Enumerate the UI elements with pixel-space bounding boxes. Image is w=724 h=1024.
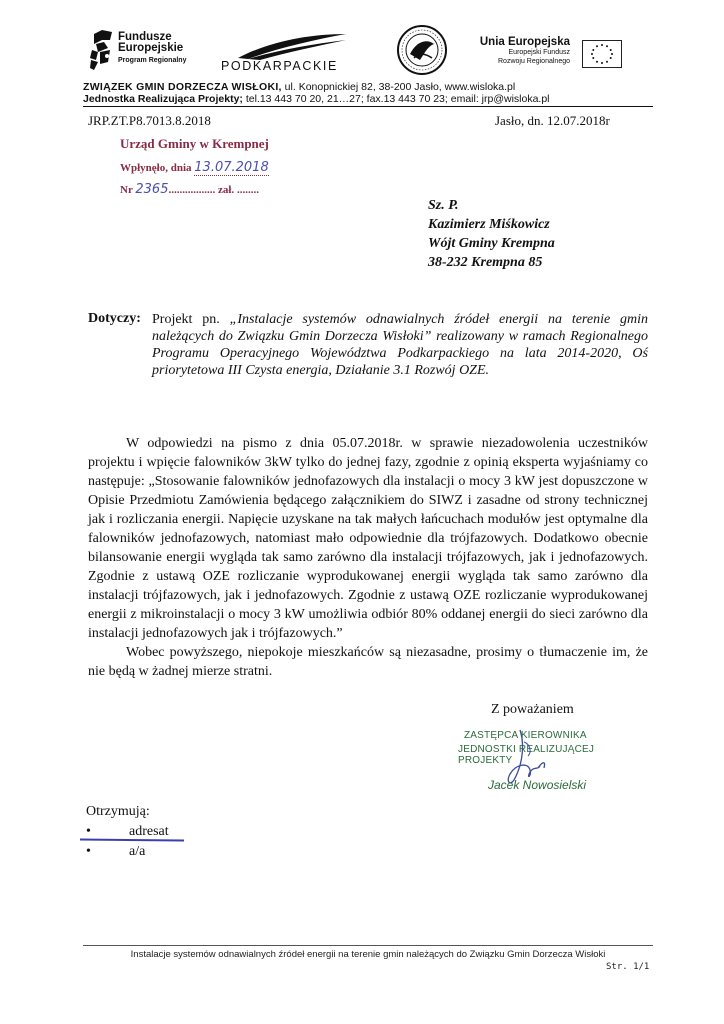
ue-sub1: Europejski Fundusz: [508, 49, 570, 56]
signature-name: Jacek Nowosielski: [488, 778, 587, 792]
union-seal-logo: [396, 24, 448, 76]
letter-body: [88, 434, 648, 681]
stamp-received-row: [120, 160, 269, 175]
subject-label: Dotyczy:: [88, 311, 141, 326]
recipient-text: adresat: [129, 824, 169, 839]
subject-prefix: Projekt pn.: [152, 312, 230, 327]
header-divider: [83, 106, 653, 107]
stamp-number-row: Nr 2365................. zał. ........: [120, 182, 259, 197]
fe-star-flag-icon: [88, 30, 116, 70]
body-paragraph-1: W odpowiedzi na pismo z dnia 05.07.2018r. w sprawie niezadowolenia uczestników projektu i wpięcie falowników 3kW tylko do jednej fazy, zgodnie z opinią eksperta wyjaśniamy co następuje: „Stosowanie falowników jednofazowych dla instalacji o mocy 3 kW jest dopuszczone w Opisie Przedmiotu Zamówienia będącego załącznikiem do SIWZ i zasadne od strony technicznej jak i rozliczania energii. Napięcie uzyskane na tak małych łańcuchach modułów jest optymalne dla falowników jednofazowych, natomiast mało odpowiednie dla trójfazowych. Dodatkowo obecnie bilansowanie energii wygląda tak samo zarówno dla instalacji trójfazowych, jak i jednofazowych. Zgodnie z ustawą OZE rozliczanie wyprodukowanej energii wygląda tak samo zarówno dla instalacji trójfazowych, jak i jednofazowych. Zgodnie z ustawą OZE rozliczanie wyprodukowanej energii z mikroinstalacji o mocy 3 kW umożliwia odbiór 80% oddanej energii do sieci zarówno dla instalacji jednofazowych jak i trójfazowych.”: [88, 436, 648, 641]
recipients-label: Otrzymują:: [86, 804, 150, 819]
addressee-block: [428, 196, 555, 272]
stamp-office: Urząd Gminy w Krempnej: [120, 136, 269, 151]
fe-line2: Europejskie: [118, 42, 184, 54]
stamp-nr-value: 2365: [135, 182, 169, 197]
eu-flag-icon: [582, 40, 622, 68]
recipient-text: a/a: [129, 844, 146, 859]
ue-sub2: Rozwoju Regionalnego: [498, 58, 570, 65]
podkarpackie-wordmark: PODKARPACKIE: [221, 59, 338, 73]
stamp-received-label: Wpłynęło, dnia: [120, 162, 192, 174]
unia-europejska-logo: [470, 36, 630, 80]
closing-greeting: Z poważaniem: [491, 702, 574, 717]
addressee-name: Kazimierz Miśkowicz: [428, 217, 550, 232]
addressee-title: Wójt Gminy Krempna: [428, 236, 555, 251]
addressee-salutation: Sz. P.: [428, 198, 459, 213]
place-date: Jasło, dn. 12.07.2018r: [495, 113, 610, 128]
organization-line: [83, 81, 653, 93]
unit-name: Jednostka Realizująca Projekty;: [83, 93, 243, 105]
addressee-address: 38-232 Krempna 85: [428, 255, 543, 270]
received-stamp: [120, 136, 280, 202]
signature-role-line2: JEDNOSTKI REALIZUJĄCEJ PROJEKTY: [458, 744, 595, 766]
subject-title: „Instalacje systemów odnawialnych źródeł energii na terenie gmin należących do Związku Gmin Dorzecza Wisłoki” realizowany w ramach Regionalnego Programu Operacyjnego Województwa Podkarpackiego na lata 2014-2020, Oś priorytetowa III Czysta energia, Działanie 3.1 Rozwój OZE.: [152, 312, 648, 378]
ue-title: Unia Europejska: [479, 36, 570, 48]
bullet-icon: •: [86, 844, 91, 859]
signature-stamp: [440, 722, 650, 802]
organization-name: ZWIĄZEK GMIN DORZECZA WISŁOKI,: [83, 81, 282, 93]
signature-role-line1: ZASTĘPCA KIEROWNIKA: [464, 730, 587, 741]
stamp-nr-label: Nr: [120, 184, 133, 196]
reference-number: JRP.ZT.P8.7013.8.2018: [88, 113, 211, 128]
subject-text: [152, 311, 648, 379]
fundusze-europejskie-logo: [88, 30, 198, 74]
footer-divider: [83, 945, 653, 946]
fe-line3: Program Regionalny: [118, 57, 187, 64]
page-number: Str. 1/1: [606, 962, 650, 972]
fe-line1: Fundusze: [118, 31, 172, 43]
podkarpackie-logo: [218, 32, 353, 76]
stamp-attachments-label: zał.: [217, 184, 235, 196]
stamp-received-date: 13.07.2018: [194, 160, 269, 175]
unit-line: [83, 93, 653, 105]
podkarpackie-wing-icon: [218, 32, 353, 60]
footer-project-name: Instalacje systemów odnawialnych źródeł energii na terenie gmin należących do Związku Gmin Dorzecza Wisłoki: [130, 949, 606, 960]
organization-address: ul. Konopnickiej 82, 38-200 Jasło, www.wisloka.pl: [281, 81, 516, 93]
body-paragraph-2: Wobec powyższego, niepokoje mieszkańców są niezasadne, prosimy o tłumaczenie im, że nie będą w żadnej mierze stratni.: [88, 645, 648, 679]
seal-emblem-icon: [396, 24, 448, 76]
bullet-icon: •: [86, 824, 91, 839]
unit-contact: tel.13 443 70 20, 21…27; fax.13 443 70 23; email: jrp@wisloka.pl: [242, 93, 550, 105]
